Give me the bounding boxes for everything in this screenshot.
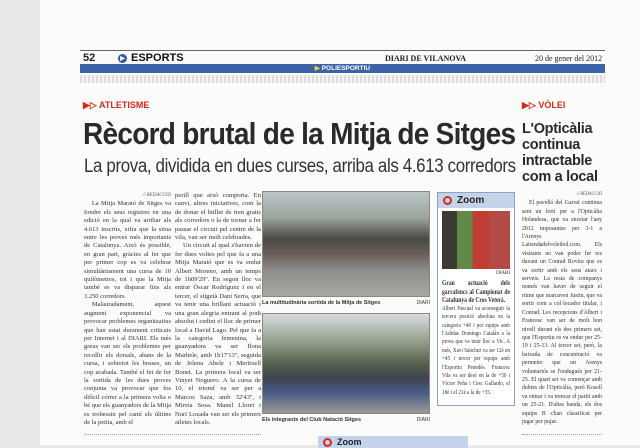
zoom-inner bbox=[442, 279, 510, 397]
zoom-header bbox=[438, 193, 514, 208]
column-inner bbox=[84, 192, 171, 427]
paragraph: Malauradament, aquest augment exponencial va provocar problemes organitzatius que han estat durament criticats per Internet i al DIARI. Els més greus van ser els problemes per recollir els dorsals, abans de la cursa, i sobretot les bosses, un cop acabada. També el fet de fer la sortida de les dues proves conjunta va provocar que fos difícil córrer a la primera volta o bé que els guanyadors de la Mitja es trobessin pel camí els últims de la petita, amb el bbox=[84, 301, 171, 426]
byline: // REDACCIÓ bbox=[142, 193, 171, 198]
header-rule bbox=[80, 50, 605, 51]
headline-wrap bbox=[83, 116, 515, 152]
article-column-1 bbox=[84, 192, 171, 427]
page-number: 52 bbox=[83, 52, 96, 64]
photo-race-start bbox=[262, 191, 430, 297]
paragraph: El pavelló del Garraf continua sent un fortí per a l'Opticàlia Holandesa, que va encetar l'any 2012 imposantse per 3-1 a l'Arenys Latiendadelvoleibol.com. Els visitants no van poder fer res davant un Conrad Rovira que es va sortir amb els seus atacs i serveis. La resta de companys només van haver de seguir el ritme que marcaven Justin, que va sortir com a col·locador titular, i Conrad. Les recepcions d'Albert i Francesc van ser de molt bon nivell durant els dos primers set, que l'Esportiu es va endur per 25-19 i 25-13. Al tercer set, però, la baixada de concentració va permetre que un Arenys voluntariós se l'endugués per 21-25. El quart set va començar amb dubtes de l'Opticàlia, però Kosell va entrar i va trencar el partit amb un 25-21. D'altra banda, els dos equips B s'han classificat per jugar per pujar. bbox=[522, 199, 602, 425]
section-name: ESPORTS bbox=[131, 52, 184, 64]
caption-text: La multitudinària sortida de la Mitja de Sitges bbox=[262, 300, 381, 306]
photo-caption bbox=[262, 300, 430, 306]
divider bbox=[84, 434, 261, 435]
bottom-zoom-header bbox=[318, 436, 468, 448]
issue-date: 20 de gener del 2012 bbox=[535, 54, 603, 63]
zoom-sidebar-box bbox=[437, 192, 515, 406]
arrow-icon: ▶▷ bbox=[83, 100, 100, 110]
paragraph: Un circuit al qual s'havien de fer dues voltes pel que fa a una Mitja Marató que es va endur Albert Moreno, amb un temps de 1h09'29''. En segon lloc va entrar Òscar Rodríguez i en el tercer, el sitgetà Dani Serra, que va tenir una brillant actuació i una gran alegria entrant al podi absolut i cedint el lloc de primer local a David Lago. Pel que fa a la categoria femenina, la guanyadora va ser Ilona Marhele, amb 1h17'13'', seguida de Jelena Abele i Meritxell Bonet. La primera local va ser Vinyet Noguero. A la cursa de 10, el triomf va ser per a Marcos Saza, amb 32'43'', i Mireia Sosa. Manel Lloret i Nuri Lozada van ser els primers atletes locals. bbox=[175, 242, 261, 426]
photo-credit: DIARI bbox=[496, 271, 510, 276]
paragraph: perill que això comporta. En canvi, altres iniciatives, com la de donar el bitllet de tren gratis als corredors o la de tornar a fer passar el circuit pel centre de la vila, van ser molt celebrades. bbox=[175, 192, 261, 242]
photo-veterans bbox=[442, 211, 510, 269]
triangle-icon: ▶ bbox=[314, 65, 322, 72]
kicker-atletisme bbox=[83, 100, 149, 111]
photo-caption bbox=[262, 417, 430, 423]
zoom-title: Zoom bbox=[457, 195, 485, 206]
subheadline-wrap bbox=[84, 156, 516, 178]
zoom-body: Albert Pascual va aconseguir la tercera posició absoluta en la categoria +40 i per equips amb l'Adidas Domingo Catalán a la prova que va tenir lloc a Vic. A més, Xavi Sánchez va ser 12è en +45 i tercer per equips amb l'Esportiu Penedès. Francesc Vila va ser desè en la de +50 i Víctor Peña i Cesc Gallardo, el 18è i el 21è a la de +35. bbox=[442, 304, 510, 396]
photo-credit: DIARI bbox=[416, 417, 430, 423]
subheadline: La prova, dividida en dues curses, arriba als 4.613 corredors bbox=[84, 156, 516, 177]
paragraph: La Mitja Marató de Sitges va fondre els seus registres en una edició en la qual va arribar als 4.613 inscrits, xifra que la situa entre les proves més importants de Catalunya. Això és possible, en gran part, gràcies al fet que per primer cop es va celebrar simultàniament una cursa de 10 quilòmetres, tot i que la Mitja també es va disparar fins als 3.250 corredors. bbox=[84, 200, 171, 300]
zoom-text bbox=[442, 279, 510, 397]
section-label bbox=[118, 52, 184, 64]
zoom-title: Zoom bbox=[337, 437, 362, 447]
photo-club-group bbox=[262, 313, 430, 414]
subsection-label: POLIESPORTIU bbox=[321, 65, 371, 72]
article-column-2 bbox=[175, 192, 261, 427]
magnifier-icon bbox=[443, 196, 452, 205]
subsection-bar bbox=[80, 64, 605, 73]
right-headline: L'Opticàlia continua intractable com a local bbox=[522, 121, 598, 185]
kicker-volei bbox=[522, 100, 565, 111]
zoom-lead: Gran actuació dels garrafencs al Campionat de Catalunya de Cros Veterà. bbox=[442, 279, 510, 305]
divider bbox=[522, 434, 602, 435]
right-article bbox=[522, 191, 602, 426]
newspaper-name: DIARI DE VILANOVA bbox=[385, 54, 467, 63]
magnifier-icon bbox=[323, 438, 332, 447]
kicker-text: ATLETISME bbox=[99, 100, 150, 110]
photo-credit: DIARI bbox=[416, 300, 430, 306]
arrow-icon: ▶▷ bbox=[522, 100, 539, 110]
decorative-band bbox=[80, 75, 605, 83]
byline: // REDACCIÓ bbox=[576, 192, 602, 197]
column-inner bbox=[522, 191, 602, 426]
headline: Rècord brutal de la Mitja de Sitges bbox=[83, 116, 516, 151]
play-icon: ▶ bbox=[118, 54, 127, 63]
caption-text: Els integrants del Club Natació Sitges bbox=[262, 417, 362, 423]
kicker-text: VÒLEI bbox=[538, 100, 566, 110]
column-inner bbox=[175, 192, 261, 427]
